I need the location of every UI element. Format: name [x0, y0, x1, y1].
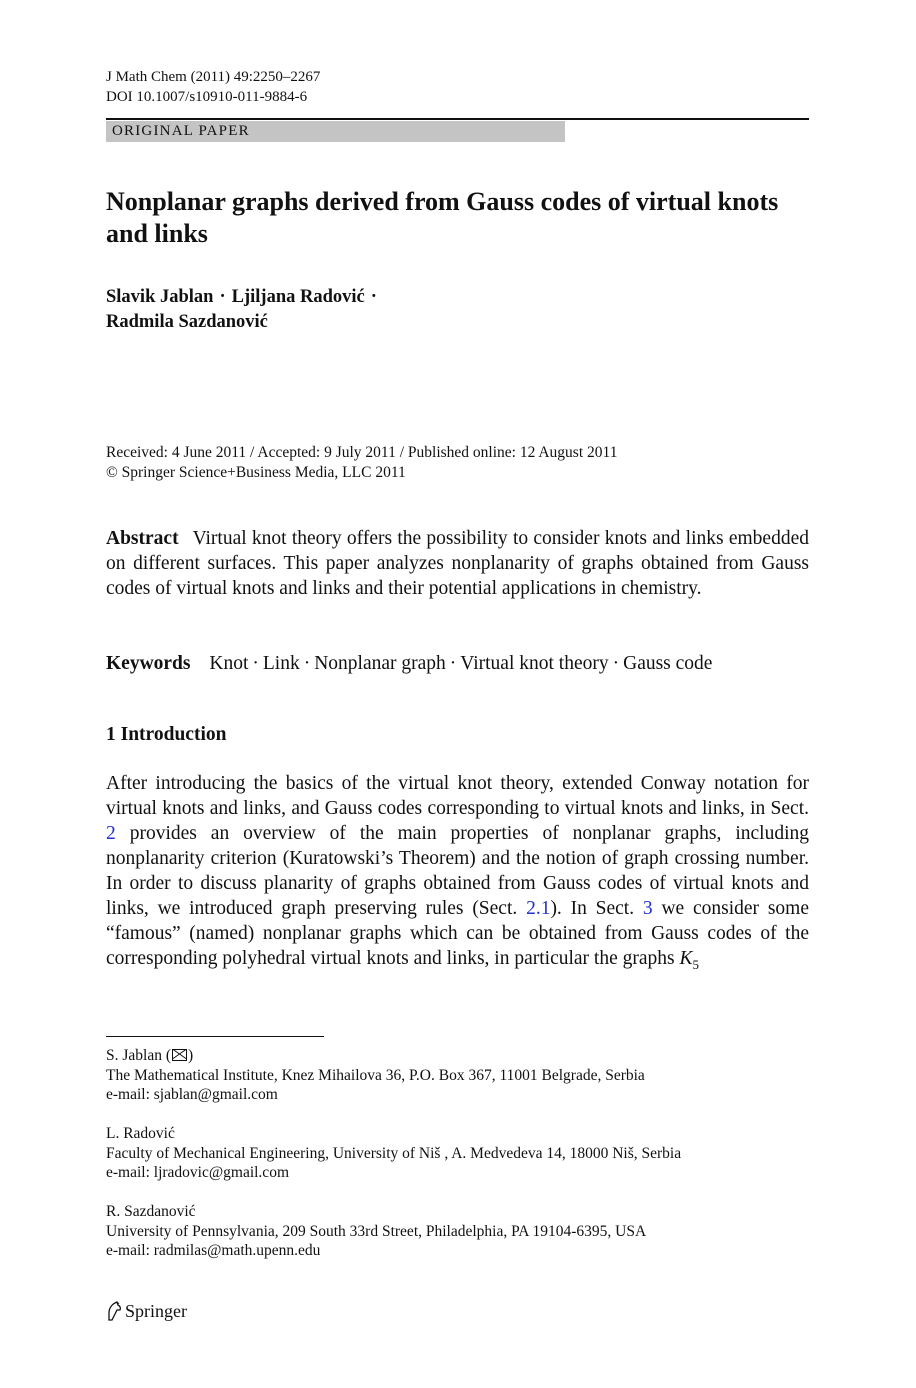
journal-doi: DOI 10.1007/s10910-011-9884-6 [106, 89, 308, 105]
author-name: Slavik Jablan [106, 287, 214, 307]
affiliation-name: R. Sazdanović [106, 1203, 196, 1220]
affiliation-email[interactable]: e-mail: sjablan@gmail.com [106, 1086, 278, 1103]
intro-text: we consider some “famous” (named) nonplanar graphs which can be obtained from Gauss codes of the corresponding polyhedral virtual knots and links, in particular the graphs [106, 898, 809, 969]
publisher-logo [106, 1299, 187, 1323]
section-heading-introduction: 1 Introduction [106, 724, 227, 745]
springer-horse-icon [106, 1301, 122, 1321]
section-link-2[interactable]: 2 [106, 823, 116, 844]
publication-dates: Received: 4 June 2011 / Accepted: 9 July 2011 / Published online: 12 August 2011 [106, 444, 618, 461]
keyword-separator: · [449, 653, 457, 674]
section-link-3[interactable]: 3 [642, 898, 653, 919]
keywords [106, 651, 712, 676]
journal-info [106, 67, 320, 107]
author-name: Ljiljana Radović [231, 287, 365, 307]
paper-type-bar [106, 118, 809, 144]
intro-text: ). In Sect. [550, 898, 635, 919]
abstract-label: Abstract [106, 528, 179, 549]
publisher-name: Springer [125, 1301, 187, 1321]
affiliation-name: S. Jablan [106, 1047, 162, 1064]
keyword-separator: · [303, 653, 311, 674]
math-base: K [679, 948, 693, 969]
affiliation-email[interactable]: e-mail: ljradovic@gmail.com [106, 1164, 289, 1181]
corresponding-bracket: ( [165, 1047, 172, 1064]
keyword-item: Gauss code [623, 653, 713, 674]
author-list [106, 285, 383, 335]
affiliation-jablan [106, 1046, 645, 1105]
author-name: Radmila Sazdanović [106, 312, 268, 332]
affiliation-email[interactable]: e-mail: radmilas@math.upenn.edu [106, 1242, 321, 1259]
copyright-line: © Springer Science+Business Media, LLC 2011 [106, 464, 406, 481]
section-link-2-1[interactable]: 2.1 [526, 898, 551, 919]
keyword-item: Nonplanar graph [314, 653, 446, 674]
affiliation-address: Faculty of Mechanical Engineering, University of Niš , A. Medvedeva 14, 18000 Niš, Serbia [106, 1144, 682, 1162]
keyword-item: Link [262, 653, 300, 674]
affiliation-sazdanovic [106, 1202, 646, 1261]
intro-text: After introducing the basics of the virtual knot theory, extended Conway notation for virtual knots and links, and Gauss codes corresponding to virtual knots and links, in Sect. [106, 773, 809, 819]
affiliation-name: L. Radović [106, 1125, 175, 1142]
author-separator: · [370, 287, 377, 307]
keyword-separator: · [612, 653, 620, 674]
keyword-item: Virtual knot theory [460, 653, 609, 674]
footnote-divider [106, 1036, 324, 1037]
paper-type-label: ORIGINAL PAPER [106, 121, 565, 142]
affiliation-address: The Mathematical Institute, Knez Mihailova 36, P.O. Box 367, 11001 Belgrade, Serbia [106, 1066, 645, 1084]
abstract [106, 526, 809, 601]
journal-citation: J Math Chem (2011) 49:2250–2267 [106, 69, 321, 85]
math-k5 [679, 948, 700, 972]
keyword-item: Knot [209, 653, 249, 674]
envelope-icon [172, 1049, 187, 1061]
keywords-label: Keywords [106, 653, 191, 674]
paper-title: Nonplanar graphs derived from Gauss codes of virtual knots and links [106, 187, 779, 248]
affiliation-address: University of Pennsylvania, 209 South 33rd Street, Philadelphia, PA 19104-6395, USA [106, 1222, 647, 1240]
affiliation-radovic [106, 1124, 681, 1183]
author-separator: · [219, 287, 226, 307]
keyword-separator: · [252, 653, 259, 674]
math-subscript: 5 [692, 956, 700, 972]
intro-text: provides an overview of the main properties of nonplanar graphs, including nonplanarity criterion (Kuratowski’s Theorem) and the notion of graph crossing number. In order to discuss planarity of graphs obtained from Gauss codes of virtual knots and links, we introduced graph preserving rules (Sect. [106, 823, 809, 919]
publication-history [106, 443, 617, 483]
corresponding-bracket: ) [188, 1047, 194, 1064]
abstract-text: Virtual knot theory offers the possibility to consider knots and links embedded on different surfaces. This paper analyzes nonplanarity of graphs obtained from Gauss codes of virtual knots and links and their potential applications in chemistry. [106, 528, 809, 599]
introduction-paragraph [106, 771, 809, 977]
